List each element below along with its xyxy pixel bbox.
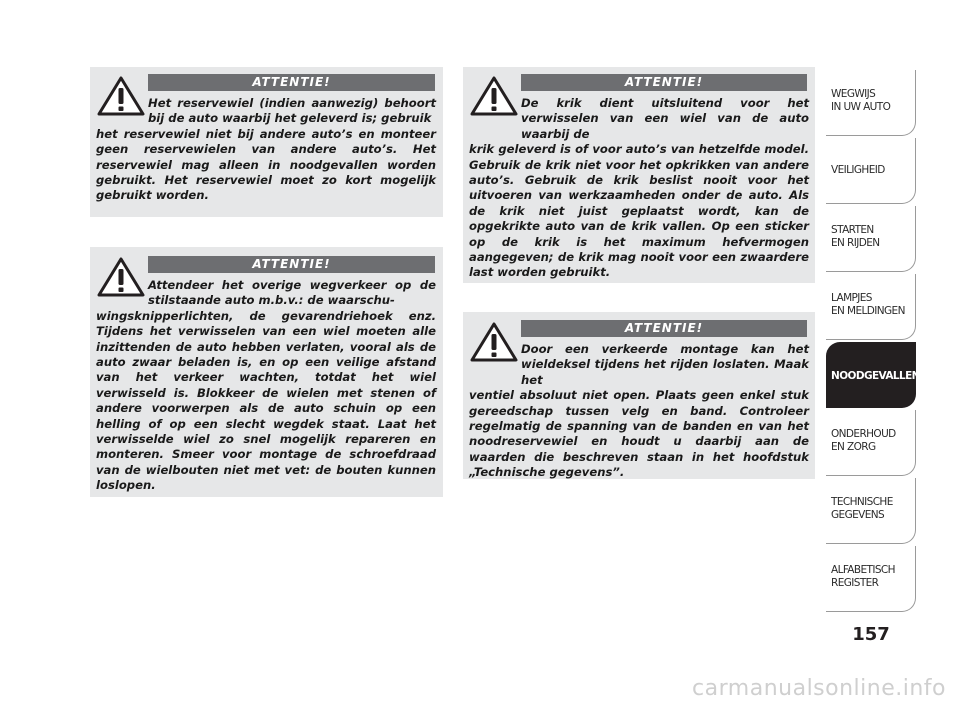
tab-label-line1: TECHNISCHE [831, 496, 893, 508]
tab-label-line2: IN UW AUTO [831, 101, 891, 113]
tab-alfabetisch[interactable] [826, 546, 916, 612]
tab-label-line1: WEGWIJS [831, 88, 876, 100]
tab-label-line2: REGISTER [831, 577, 879, 589]
tab-label-line2: EN MELDINGEN [831, 305, 905, 317]
warning-text [469, 96, 809, 281]
tab-noodgevallen[interactable] [826, 342, 920, 408]
warning-box-hubcap [463, 312, 815, 479]
tab-starten[interactable] [826, 206, 916, 272]
chapter-tabs [826, 70, 920, 614]
warning-text [96, 96, 436, 204]
warning-text-lead: De krik dient uitsluitend voor het verwisselen van een wiel van de auto waarbij de [521, 96, 809, 141]
warning-label: ATTENTIE! [148, 256, 435, 273]
watermark: carmanualsonline.info [692, 676, 946, 701]
tab-label-line2: EN ZORG [831, 441, 876, 453]
warning-label: ATTENTIE! [521, 74, 807, 91]
tab-lampjes[interactable] [826, 274, 916, 340]
page-number: 157 [852, 624, 890, 645]
warning-box-spare-wheel [90, 67, 443, 217]
tab-veiligheid[interactable] [826, 138, 916, 204]
tab-label-line2: EN RIJDEN [831, 237, 880, 249]
warning-text-rest: krik geleverd is of voor auto’s van hetzelfde model. Gebruik de krik niet voor het opkrikken van andere auto’s. Gebruik de krik beslist nooit voor het uitvoeren van werkzaamheden onder de auto. Als de krik niet juist geplaatst wordt, kan de opgekrikte auto van de krik vallen. Op een sticker op de krik is het maximum hefvermogen aangegeven; de krik mag nooit voor een zwaardere last worden gebruikt. [469, 142, 809, 280]
warning-text [96, 278, 436, 494]
warning-text-lead: Het reservewiel (indien aanwezig) behoort bij de auto waarbij het geleverd is; gebruik [148, 96, 436, 126]
tab-label-line1: ONDERHOUD [831, 428, 896, 440]
tab-onderhoud[interactable] [826, 410, 916, 476]
tab-label-line2: GEGEVENS [831, 509, 885, 521]
tab-label-line1: VEILIGHEID [831, 164, 885, 176]
warning-text-rest: ventiel absoluut niet open. Plaats geen enkel stuk gereedschap tussen velg en band. Controleer regelmatig de spanning van de banden en van het noodreservewiel en houdt u daarbij aan de waarden die beschreven staan in het hoofdstuk „Technische gegevens”. [469, 388, 809, 480]
warning-box-jack [463, 67, 815, 283]
tab-label-line1: ALFABETISCH [831, 564, 895, 576]
tab-label-line1: STARTEN [831, 224, 874, 236]
tab-technische[interactable] [826, 478, 916, 544]
tab-wegwijs[interactable] [826, 70, 916, 136]
warning-label: ATTENTIE! [148, 74, 435, 91]
warning-text [469, 342, 809, 481]
warning-text-lead: Door een verkeerde montage kan het wieldeksel tijdens het rijden loslaten. Maak het [521, 342, 809, 387]
tab-label-line1: NOODGEVALLEN [831, 370, 920, 382]
tab-label-line1: LAMPJES [831, 292, 872, 304]
warning-box-traffic [90, 247, 443, 497]
warning-text-rest: het reservewiel niet bij andere auto’s en monteer geen reservewielen van andere auto’s. Het reservewiel mag alleen in noodgevallen worden gebruikt. Het reservewiel moet zo kort mogelijk gebruikt worden. [96, 126, 436, 203]
warning-text-rest: wingsknipperlichten, de gevarendriehoek enz. Tijdens het verwisselen van een wiel moeten alle inzittenden de auto hebben verlaten, vooral als de auto zwaar beladen is, en op een veilige afstand van het verkeer wachten, totdat het wiel verwisseld is. Blokkeer de wielen met stenen of andere voorwerpen als de auto schuin op een helling of op een slecht wegdek staat. Laat het verwisselde wiel zo snel mogelijk repareren en monteren. Smeer voor montage de schroefdraad van de wielbouten niet met vet: de bouten kunnen loslopen. [96, 308, 436, 493]
warning-label: ATTENTIE! [521, 320, 807, 337]
warning-text-lead: Attendeer het overige wegverkeer op de stilstaande auto m.b.v.: de waarschu- [148, 278, 436, 308]
